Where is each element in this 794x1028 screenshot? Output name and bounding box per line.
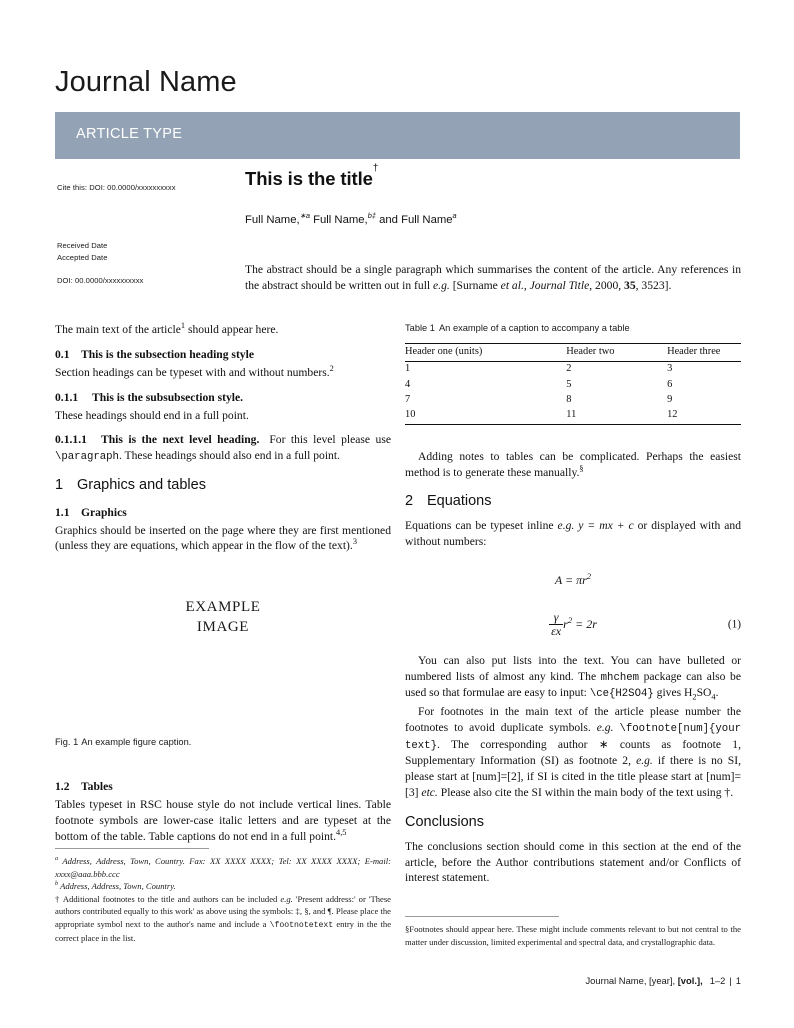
section-2-number: 2 — [405, 493, 414, 510]
footnote-address-b — [55, 880, 391, 893]
table-cell: 8 — [566, 393, 572, 405]
footnote-eg-2: e.g. — [636, 754, 653, 768]
subsubsection-title: This is the subsubsection style. — [92, 390, 244, 404]
data-table — [405, 343, 741, 426]
table-row — [405, 408, 741, 425]
right-footnotes — [405, 923, 741, 948]
subsection-number: 0.1 — [55, 347, 70, 361]
author-name-3: and Full Name — [379, 214, 453, 226]
conclusions-body: The conclusions section should come in this section at the end of the article, before the Author contributions statement and/or Conflicts of interest statement. — [405, 839, 741, 885]
equation-2-factor-exponent: 2 — [567, 614, 573, 625]
table-header-cell-2: Header two — [566, 343, 667, 361]
paragraph-number: 0.1.1.1 — [55, 433, 87, 447]
lists-chemical-formula: $H_2SO_4$ — [684, 686, 716, 702]
subsection-body — [55, 365, 391, 381]
equations-intro-text-2: or displayed with and without numbers: — [405, 519, 742, 548]
doi-line: DOI: 00.0000/xxxxxxxxxx — [57, 276, 144, 285]
author-name-1: Full Name, — [245, 214, 300, 226]
author-list — [245, 211, 742, 226]
tables-citation: 4,5 — [336, 827, 347, 837]
equations-intro-text-1: Equations can be typeset inline — [405, 519, 558, 533]
table-row — [405, 361, 741, 377]
cite-this-line: Cite this: DOI: 00.0000/xxxxxxxxxx — [57, 183, 176, 192]
footnote-dagger-command: \footnotetext — [269, 920, 334, 930]
paragraph-heading-block — [55, 432, 391, 464]
heading-paragraph — [55, 433, 259, 446]
heading-graphics — [55, 505, 391, 521]
footnote-rule-right — [405, 916, 559, 917]
figure-caption-text: An example figure caption. — [81, 737, 192, 748]
tables-body-text: Tables typeset in RSC house style do not include vertical lines. Table footnote symbols are lower-case italic letters and are typeset at the bottom of the table. Table captions do not end in a full point. — [55, 797, 391, 843]
equation-1-body — [554, 570, 592, 587]
equation-2-factor: r — [563, 616, 568, 631]
footnote-text-1: For footnotes in the main text of the article please number the footnotes to avoid duplicate symbols. — [405, 705, 741, 734]
figure-placeholder-line-2: IMAGE — [196, 619, 250, 636]
figure-1 — [55, 580, 391, 730]
lists-paragraph — [405, 653, 741, 702]
heading-subsubsection — [55, 390, 391, 406]
tables-number: 1.2 — [55, 780, 70, 794]
equations-inline-formula: y = mx + c — [574, 519, 638, 533]
left-footnotes — [55, 855, 391, 944]
table-cell: 1 — [405, 363, 411, 375]
accepted-date: Accepted Date — [57, 252, 108, 262]
right-footnote-area — [405, 906, 741, 948]
footer-page-number: 1 — [735, 975, 741, 986]
subsection-title: This is the subsection heading style — [81, 347, 254, 361]
footnote-mark-a: a — [55, 855, 59, 863]
table-cell: 5 — [566, 378, 572, 390]
intro-paragraph — [55, 322, 391, 338]
footnote-mark-b: b — [55, 880, 59, 888]
paragraph-title: This is the next level heading. — [101, 433, 260, 447]
lists-text-4: . — [715, 686, 719, 700]
figure-placeholder-image — [55, 598, 391, 638]
footer-separator: | — [729, 975, 732, 986]
graphics-body-text: Graphics should be inserted on the page where they are first mentioned (unless they are equations, which appear in the flow of the text). — [55, 523, 391, 553]
equation-2-fraction — [549, 611, 563, 639]
footnote-dagger-text-2: 'Present address:' or 'These authors contributed equally to this work' as above using the symbols: ‡, §, and ¶. Please place the appropriate symbol next to the author's name and include a — [55, 893, 391, 929]
table-cell: 11 — [566, 408, 667, 425]
author-marks-3: a — [452, 211, 457, 221]
left-footnote-area — [55, 838, 391, 944]
abstract-journal-title: Journal Title — [529, 279, 590, 293]
footnote-text-2: . The corresponding author ∗ counts as footnote 1, Supplementary Information (SI) as footnote 2, — [405, 737, 741, 768]
page-footer — [405, 975, 741, 986]
footnote-address-a — [55, 855, 391, 880]
equation-1-relation: = — [565, 572, 574, 587]
equation-2-number: (1) — [727, 618, 741, 631]
equations-intro-eg: e.g. — [557, 519, 575, 533]
paragraph-body-2: . These headings should also end in a full point. — [118, 449, 340, 463]
lists-latex-command: \ce{H2SO4} — [589, 688, 654, 701]
figure-placeholder-line-1: EXAMPLE — [185, 599, 261, 616]
equation-2-relation: = — [575, 616, 584, 631]
author-name-2: Full Name, — [313, 214, 368, 226]
subsection-body-text: Section headings can be typeset with and without numbers. — [55, 365, 330, 379]
footnote-etc: etc. — [421, 785, 438, 799]
abstract-text-2: [Surname — [449, 279, 501, 293]
after-table-paragraph — [405, 449, 741, 481]
table-cell: 12 — [667, 408, 741, 425]
footer-journal: Journal Name, [year], — [585, 975, 678, 986]
article-type-bar — [55, 112, 740, 159]
footnote-latex-command: \footnote[num]{your text} — [405, 722, 741, 752]
abstract-text-5: , 3523]. — [635, 279, 672, 293]
section-1-title: Graphics and tables — [77, 476, 206, 493]
intro-text: The main text of the article — [55, 323, 181, 336]
heading-tables — [55, 779, 391, 795]
footnote-dagger-text-3: entry in the the correct place in the list. — [55, 918, 392, 943]
table-header-cell-3: Header three — [667, 343, 741, 361]
footnote-address-a-text: Address, Address, Town, Country. Fax: XX XXXX XXXX; Tel: XX XXXX XXXX; E-mail: xxxx@aaa.bbb.ccc — [55, 856, 391, 879]
table-cell: 6 — [667, 378, 673, 390]
footnote-eg-1: e.g. — [596, 720, 614, 734]
table-caption — [405, 322, 741, 335]
graphics-title: Graphics — [81, 505, 127, 519]
equation-2-numerator: γ — [549, 611, 563, 625]
abstract-etal: et al. — [500, 279, 524, 293]
after-table-footnote-marker: § — [579, 464, 584, 474]
equations-intro — [405, 518, 741, 550]
subsubsection-body: These headings should end in a full point. — [55, 408, 249, 422]
equation-numbered — [405, 611, 741, 639]
subsubsection-number: 0.1.1 — [55, 390, 79, 404]
table-caption-label: Table 1 — [405, 323, 435, 333]
lists-text-1: You can also put lists into the text. You can have bulleted or numbered lists of almost any kind. The — [405, 653, 741, 683]
lists-text-3: gives — [653, 686, 685, 700]
footnote-address-b-text: Address, Address, Town, Country. — [60, 881, 176, 892]
lists-text-2: package can also be used so that formulae are easy to input: — [405, 669, 741, 700]
graphics-number: 1.1 — [55, 505, 70, 519]
section-2-title: Equations — [427, 493, 492, 510]
abstract-text-1: The abstract should be a single paragraph which summarises the content of the article. Any references in the abstract should be written out in full — [245, 263, 741, 293]
heading-subsection — [55, 347, 391, 363]
received-date: Received Date — [57, 241, 108, 250]
graphics-body — [55, 523, 391, 555]
footnote-section-text: Footnotes should appear here. These might include comments relevant to but not central to the matter under discussion, limited experimental and spectral data, and crystallographic data. — [405, 924, 741, 947]
abstract-text-4: , 2000, — [589, 279, 625, 293]
table-cell: 3 — [667, 363, 673, 375]
page-title — [245, 163, 742, 190]
equation-1-exponent: 2 — [586, 570, 592, 581]
footnote-section-symbol — [405, 923, 741, 948]
table-cell: 9 — [667, 393, 673, 405]
footnote-text-3: if there is no SI, please start at [num]=[2], if SI is cited in the title please start at [num]=[3] — [405, 754, 741, 799]
heading-section-1 — [55, 476, 391, 496]
figure-caption-label: Fig. 1 — [55, 737, 79, 748]
tables-title: Tables — [81, 780, 113, 794]
title-block — [245, 163, 742, 226]
author-marks-2: b‡ — [367, 211, 376, 221]
abstract-text-3: , — [523, 279, 530, 293]
equation-unnumbered — [405, 572, 741, 589]
footer-page-range: 1–2 — [709, 975, 726, 986]
author-marks-1: ∗a — [299, 211, 310, 221]
footnote-rule-left — [55, 848, 209, 849]
abstract-eg: e.g. — [433, 279, 450, 293]
right-column — [405, 322, 741, 888]
journal-name: Journal Name — [55, 66, 237, 98]
table-body — [405, 361, 741, 425]
left-column — [55, 322, 391, 847]
equation-1-lhs: A — [554, 572, 562, 587]
footnotes-paragraph — [405, 704, 741, 801]
paragraph-body-1: For this level please use — [269, 433, 391, 447]
footer-volume: [vol.], — [677, 975, 703, 986]
paragraph-latex-command: \paragraph — [55, 451, 119, 464]
equation-1-rhs: πr — [576, 572, 587, 587]
equation-2-denominator: εx — [551, 624, 562, 639]
section-1-number: 1 — [55, 476, 64, 493]
abstract-volume: 35 — [624, 279, 636, 293]
footnote-section-mark: § — [405, 924, 410, 934]
table-cell: 2 — [566, 363, 572, 375]
graphics-citation: 3 — [352, 537, 357, 547]
intro-citation: 1 — [180, 321, 186, 331]
lists-package-name: mhchem — [600, 671, 640, 684]
table-row — [405, 377, 741, 392]
abstract — [245, 262, 741, 295]
article-type-label: ARTICLE TYPE — [76, 126, 183, 142]
figure-caption — [55, 736, 391, 749]
table-header-row — [405, 343, 741, 361]
footnote-dagger-eg: e.g. — [280, 893, 293, 904]
equation-2-rhs: 2r — [586, 616, 597, 631]
table-cell: 7 — [405, 393, 411, 405]
footnote-dagger — [55, 893, 391, 945]
table-caption-text: An example of a caption to accompany a table — [438, 323, 630, 333]
heading-section-2 — [405, 492, 741, 512]
table-cell: 10 — [405, 408, 566, 425]
footnote-text-4: Please also cite the SI within the main body of the text using †. — [437, 785, 734, 799]
title-text: This is the title — [245, 168, 373, 189]
after-table-text: Adding notes to tables can be complicated. Perhaps the easiest method is to generate these manually. — [405, 450, 741, 480]
table-cell: 4 — [405, 378, 411, 390]
received-accepted-dates — [57, 240, 232, 264]
intro-text-end: should appear here. — [185, 323, 279, 336]
footnote-dagger-text-1: Additional footnotes to the title and authors can be included — [62, 893, 281, 904]
subsection-citation: 2 — [329, 363, 334, 373]
title-footnote-marker: † — [372, 163, 379, 175]
footnote-dagger-mark: † — [55, 893, 61, 904]
table-header — [405, 343, 741, 361]
table-header-cell-1: Header one (units) — [405, 343, 566, 361]
table-row — [405, 392, 741, 407]
heading-conclusions: Conclusions — [405, 813, 484, 830]
